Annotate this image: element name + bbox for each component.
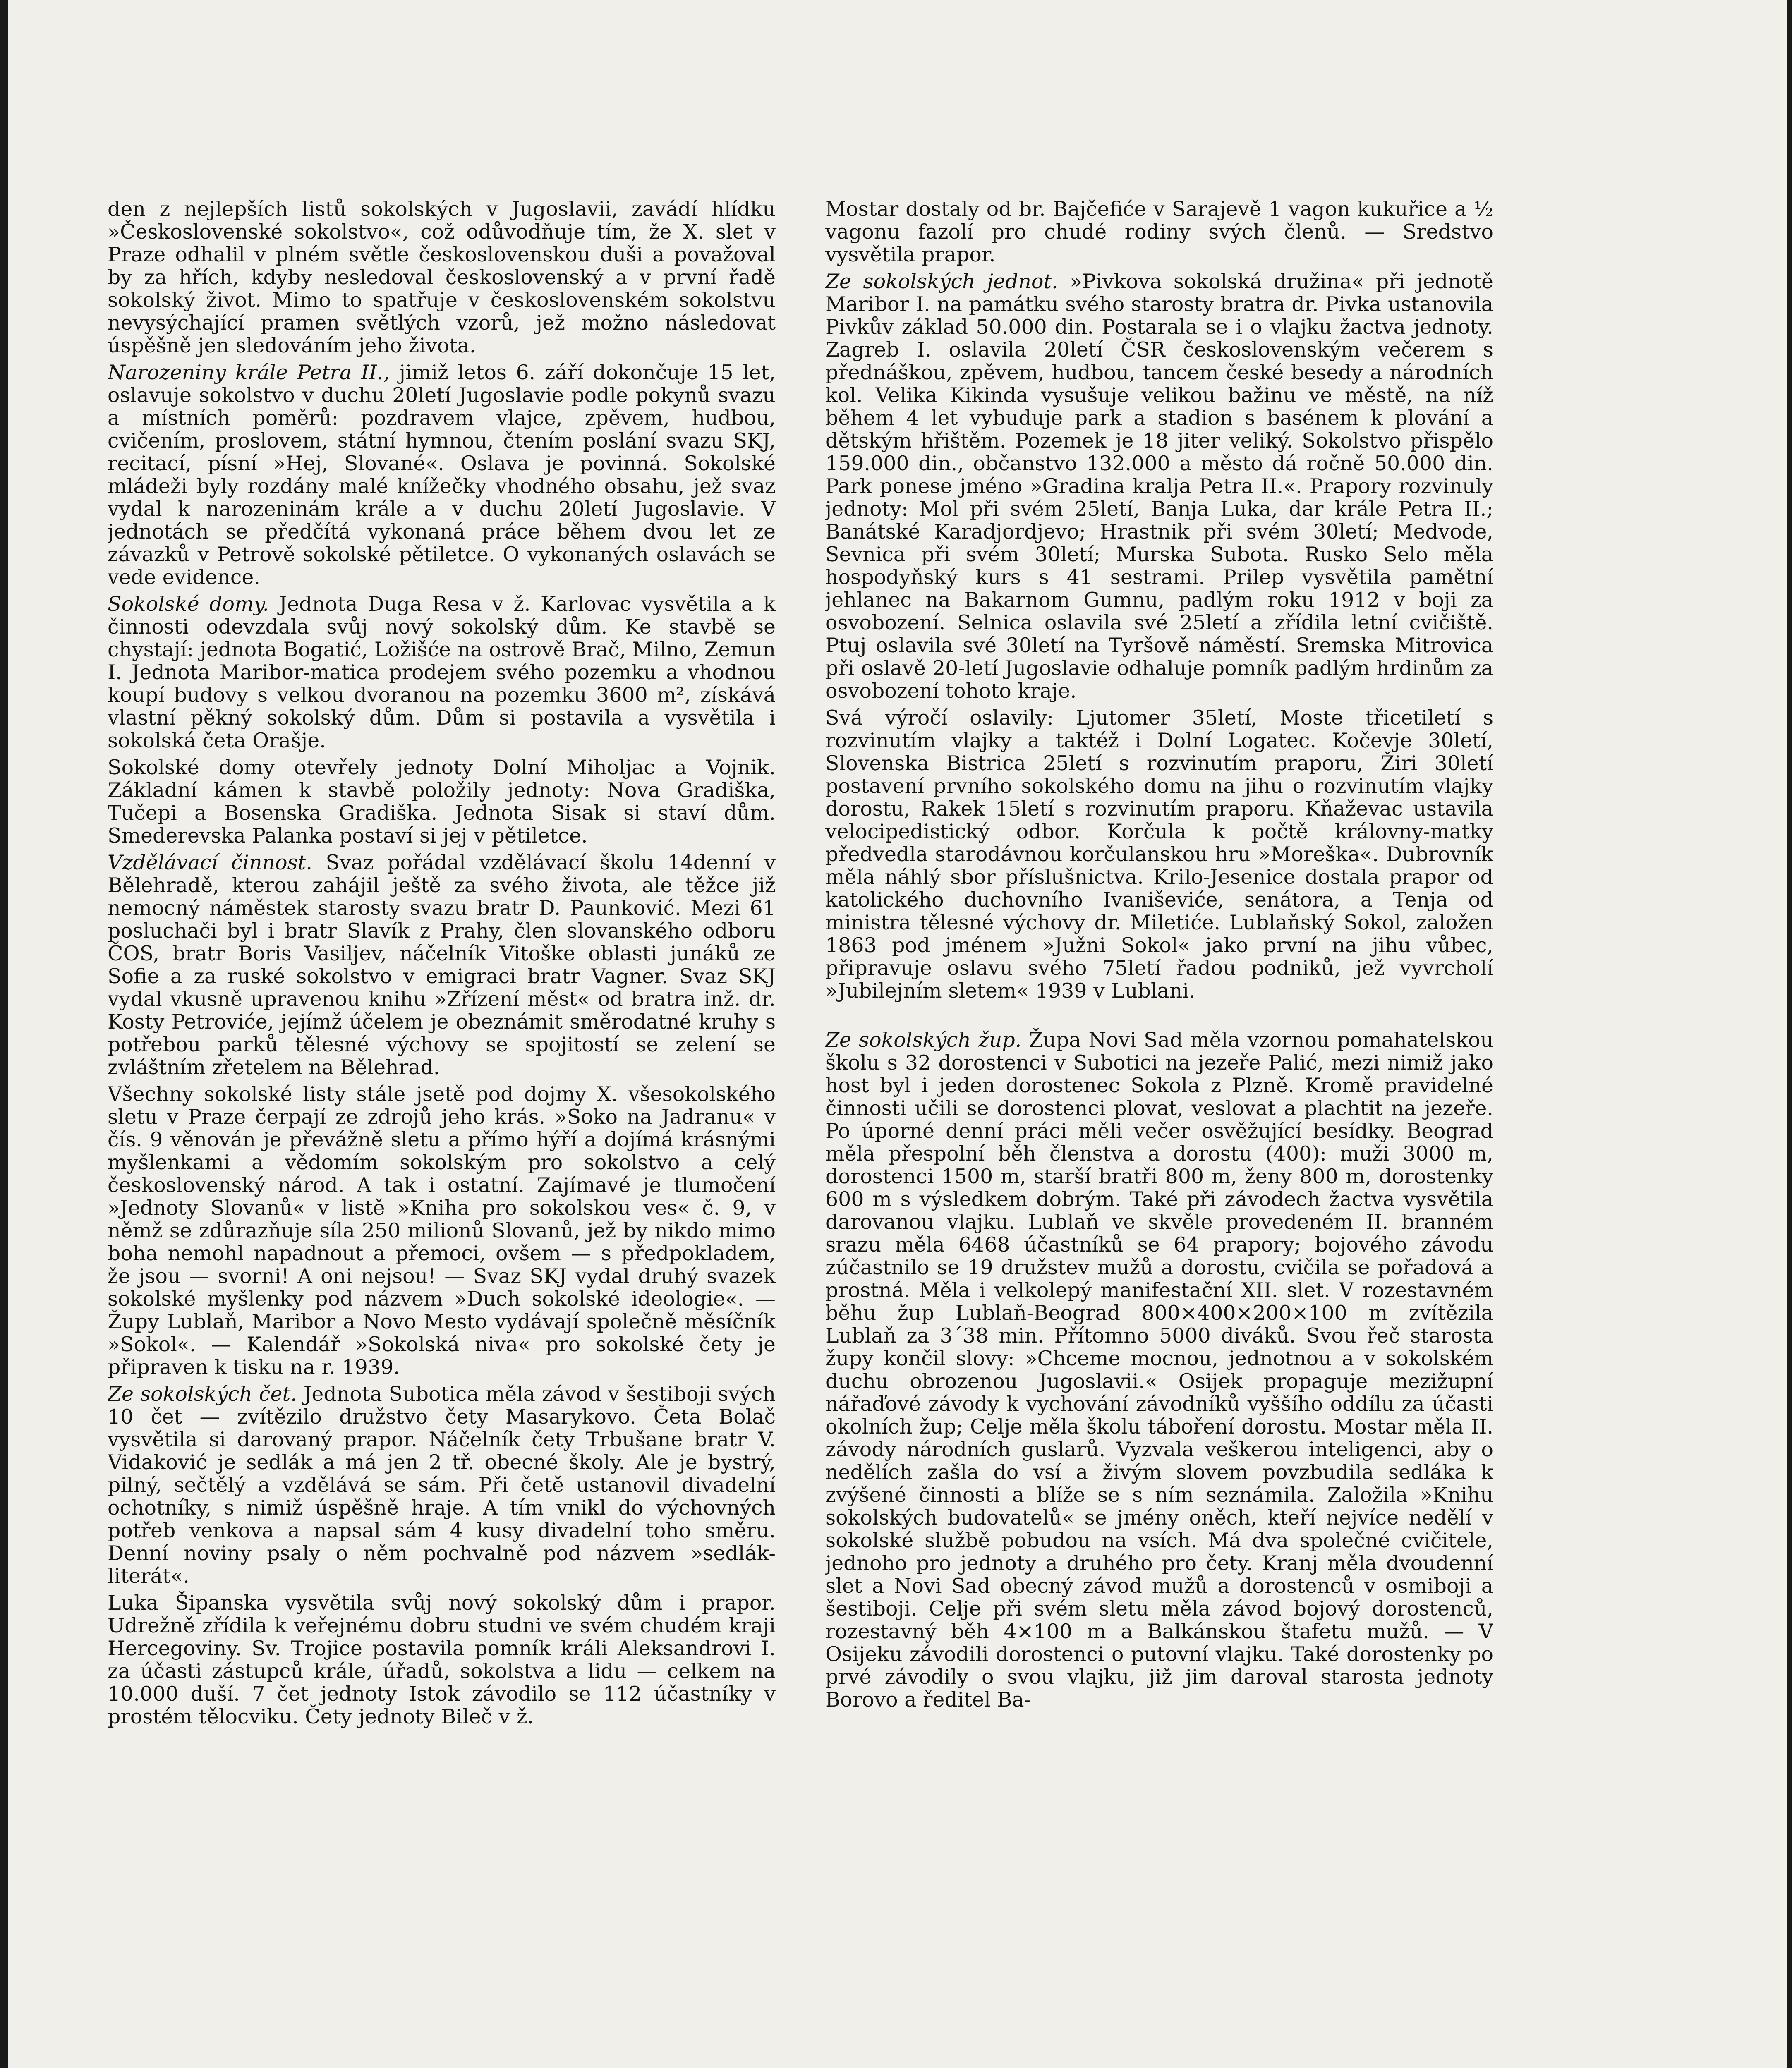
paragraph-rubric: Narozeniny krále Petra II., — [108, 361, 390, 384]
paragraph-text: Mostar dostaly od br. Bajčefiće v Sarajevě 1 vagon kukuřice a ½ vagonu fazolí pro chudé rodiny svých členů. — Sredstvo vysvětila prapor. — [825, 198, 1493, 266]
paragraph-rubric: Ze sokolských jednot. — [825, 270, 1058, 293]
paragraph — [108, 851, 776, 1079]
text-columns — [108, 198, 1493, 2068]
paragraph-rubric: Sokolské domy. — [108, 592, 269, 616]
paragraph-rubric: Ze sokolských žup. — [825, 1028, 1022, 1052]
paragraph — [825, 270, 1493, 702]
paragraph — [825, 198, 1493, 266]
paragraph — [108, 756, 776, 847]
paragraph-text: jimiž letos 6. září dokončuje 15 let, oslavuje sokolstvo v duchu 20letí Jugoslavie podle pokynů svazu a místních poměrů: pozdravem vlajce, zpěvem, hudbou, cvičením, proslovem, státní hymnou, čtením poslání svazu SKJ, recitací, písní »Hej, Slované«. Oslava je povinná. Sokolské mládeži byly rozdány malé knížečky vhodného obsahu, jež svaz vydal k narozeninám krále a v duchu 20letí Jugoslavie. V jednotách se předčítá vykonaná práce během dvou let ze závazků v Petrově sokolské pětiletce. O vykonaných oslavách se vede evidence. — [108, 361, 776, 589]
paragraph-text: Sokolské domy otevřely jednoty Dolní Miholjac a Vojnik. Základní kámen k stavbě položily jednoty: Nova Gradiška, Tučepi a Bosenska Gradiška. Jednota Sisak si staví dům. Smederevska Palanka postaví si jej v pětiletce. — [108, 756, 776, 847]
paragraph-text: den z nejlepších listů sokolských v Jugoslavii, zavádí hlídku »Československé sokolstvo«, což odůvodňuje tím, že X. slet v Praze odhalil v plném světle československou duši a považoval by za hřích, kdyby nesledoval československý a v první řadě sokolský život. Mimo to spatřuje v československém sokolstvu nevysýchající pramen světlých vzorů, jež možno následovat úspěšně jen sledováním jeho života. — [108, 198, 776, 357]
paragraph — [108, 593, 776, 752]
paragraph-text: Svá výročí oslavily: Ljutomer 35letí, Moste třicetiletí s rozvinutím vlajky a taktéž i Dolní Logatec. Kočevje 30letí, Slovenska Bistrica 25letí s rozvinutím praporu, Žiri 30letí postavení prvního sokolského domu na jihu o rozvinutím vlajky dorostu, Rakek 15letí s rozvinutím praporu. Kňaževac ustavila velocipedistický odbor. Korčula k počtě královny-matky předvedla starodávnou korčulanskou hru »Moreška«. Dubrovník měla náhlý sbor příslušnictva. Krilo-Jesenice dostala prapor od katolického duchovního Ivaniševiće, senátora, a Tenja od ministra tělesné výchovy dr. Miletiće. Lublaňský Sokol, založen 1863 pod jménem »Južni Sokol« jako první na jihu vůbec, připravuje oslavu svého 75letí řadou podniků, jež vyvrcholí »Jubilejním sletem« 1939 v Lublani. — [825, 706, 1493, 1003]
paragraph-rubric: Ze sokolských čet. — [108, 1382, 297, 1406]
paragraph-text: Jednota Duga Resa v ž. Karlovac vysvětila a k činnosti odevzdala svůj nový sokolský dům. Ke stavbě se chystají: jednota Bogatić, Ložišće na ostrově Brač, Milno, Zemun I. Jednota Maribor-matica prodejem svého pozemku a vhodnou koupí budovy s velkou dvoranou na pozemku 3600 m², získává vlastní pěkný sokolský dům. Dům si postavila a vysvětila i sokolská četa Orašje. — [108, 592, 776, 752]
paragraph-text: Jednota Subotica měla závod v šestiboji svých 10 čet — zvítězilo družstvo čety Masarykovo. Četa Bolač vysvětila si darovaný prapor. Náčelník čety Trbušane bratr V. Vidaković je sedlák a má jen 2 tř. obecné školy. Ale je bystrý, pilný, sečtělý a vzdělává se sám. Při četě ustanovil divadelní ochotníky, s nimiž úspěšně hraje. A tím vnikl do výchovných potřeb venkova a napsal sám 4 kusy divadelní toho směru. Denní noviny psaly o něm pochvalně pod názvem »sedlák-literát«. — [108, 1382, 776, 1588]
paragraph-text: »Pivkova sokolská družina« při jednotě Maribor I. na památku svého starosty bratra dr. Pivka ustanovila Pivkův základ 50.000 din. Postarala se i o vlajku žactva jednoty. Zagreb I. oslavila 20letí ČSR československým večerem s přednáškou, zpěvem, hudbou, tancem české besedy a národních kol. Velika Kikinda vysušuje velikou bažinu ve městě, na níž během 4 let vybuduje park a stadion s basénem k plování a dětským hřištěm. Pozemek je 18 jiter veliký. Sokolstvo přispělo 159.000 din., občanstvo 132.000 a město dá ročně 50.000 din. Park ponese jméno »Gradina kralja Petra II.«. Prapory rozvinuly jednoty: Mol při svém 25letí, Banja Luka, dar krále Petra II.; Banátské Karadjordjevo; Hrastnik při svém 30letí; Medvode, Sevnica při svém 30letí; Murska Subota. Rusko Selo měla hospodyňský kurs s 41 sestrami. Prilep vysvětila pamětní jehlanec na Bakarnom Gumnu, padlým roku 1912 v boji za osvobození. Selnica oslavila své 25letí a zřídila letní cvičiště. Ptuj oslavila své 30letí na Tyršově náměstí. Sremska Mitrovica při oslavě 20-letí Jugoslavie odhaluje pomník padlým hrdinům za osvobození tohoto kraje. — [825, 270, 1493, 703]
paragraph — [825, 1029, 1493, 1711]
paragraph — [108, 1383, 776, 1587]
paragraph — [108, 1592, 776, 1728]
paragraph-text: Svaz pořádal vzdělávací školu 14denní v Bělehradě, kterou zahájil ještě za svého života, ale těžce již nemocný náměstek starosty svazu bratr D. Paunković. Mezi 61 posluchači byl i bratr Slavík z Prahy, člen slovanského odboru ČOS, bratr Boris Vasiljev, náčelník Vitoške oblasti junáků ze Sofie a za ruské sokolstvo v emigraci bratr Vagner. Svaz SKJ vydal vkusně upravenou knihu »Zřízení měst« od bratra inž. dr. Kosty Petroviće, jejímž účelem je obeznámit směrodatné kruhy s potřebou parků tělesné výchovy se spojitostí se zelení se zvláštním zřetelem na Bělehrad. — [108, 851, 776, 1079]
paragraph — [108, 198, 776, 357]
paragraph-text: Všechny sokolské listy stále jsetě pod dojmy X. všesokolského sletu v Praze čerpají ze zdrojů jeho krás. »Soko na Jadranu« v čís. 9 věnován je převážně sletu a přímo hýří a dojímá krásnými myšlenkami a vědomím sokolským pro sokolstvo a celý československý národ. A tak i ostatní. Zajímavé je tlumočení »Jednoty Slovanů« v listě »Kniha pro sokolskou ves« č. 9, v němž se zdůrazňuje síla 250 milionů Slovanů, jež by nikdo mimo boha nemohl napadnout a přemoci, ovšem — s předpokladem, že jsou — svorni! A oni nejsou! — Svaz SKJ vydal druhý svazek sokolské myšlenky pod názvem »Duch sokolské ideologie«. — Župy Lublaň, Maribor a Novo Mesto vydávají společně měsíčník »Sokol«. — Kalendář »Sokolská niva« pro sokolské čety je připraven k tisku na r. 1939. — [108, 1082, 776, 1379]
document-page — [8, 0, 1787, 2068]
left-column — [108, 198, 776, 2068]
right-column — [825, 198, 1493, 2068]
paragraph — [108, 361, 776, 589]
paragraph-text: Župa Novi Sad měla vzornou pomahatelskou školu s 32 dorostenci v Subotici na jezeře Palić, mezi nimiž jako host byl i jeden dorostenec Sokola z Plzně. Kromě pravidelné činnosti učili se dorostenci plovat, veslovat a plachtit na jezeře. Po úporné denní práci měli večer osvěžující besídky. Beograd měla přespolní běh členstva a dorostu (400): muži 3000 m, dorostenci 1500 m, starší bratři 800 m, ženy 800 m, dorostenky 600 m s výsledkem dobrým. Také při závodech žactva vysvětila darovanou vlajku. Lublaň ve skvěle provedeném II. branném srazu měla 6468 účastníků se 64 prapory; bojového závodu zúčastnilo se 19 družstev mužů a dorostu, cvičila se pořadová a prostná. Měla i velkolepý manifestační XII. slet. V rozestavném běhu žup Lublaň-Beograd 800×400×200×100 m zvítězila Lublaň za 3´38 min. Přítomno 5000 diváků. Svou řeč starosta župy končil slovy: »Chceme mocnou, jednotnou a v sokolském duchu obrozenou Jugoslavii.« Osijek propaguje mezižupní nářaďové závody k vychování závodníků vyššího oddílu za účasti okolních žup; Celje měla školu táboření dorostu. Mostar měla II. závody národních guslarů. Vyzvala veškerou inteligenci, aby o nedělích zašla do vsí a živým slovem povzbudila sedláka k zvýšené činnosti a blíže se s ním seznámila. Založila »Knihu sokolských budovatelů« se jmény oněch, kteří nejvíce nedělí v sokolské službě pobudou na vsích. Má dva společné cvičitele, jednoho pro jednoty a druhého pro čety. Kranj měla dvoudenní slet a Novi Sad obecný závod mužů a dorostenců v osmiboji a šestiboji. Celje při svém sletu měla závod bojový dorostenců, rozestavný běh 4×100 m a Balkánskou štafetu mužů. — V Osijeku závodili dorostenci o putovní vlajku. Také dorostenky po prvé závodily o svou vlajku, již jim daroval starosta jednoty Borovo a ředitel Ba- — [825, 1028, 1493, 1711]
paragraph-text: Luka Šipanska vysvětila svůj nový sokolský dům i prapor. Udrežně zřídila k veřejnému dobru studni ve svém chudém kraji Hercegoviny. Sv. Trojice postavila pomník králi Aleksandrovi I. za účasti zástupců krále, úřadů, sokolstva a lidu — celkem na 10.000 duší. 7 čet jednoty Istok závodilo se 112 účastníky v prostém tělocviku. Čety jednoty Bileč v ž. — [108, 1591, 776, 1728]
paragraph — [108, 1083, 776, 1379]
paragraph — [825, 706, 1493, 1002]
paragraph-rubric: Vzdělávací činnost. — [108, 851, 313, 874]
